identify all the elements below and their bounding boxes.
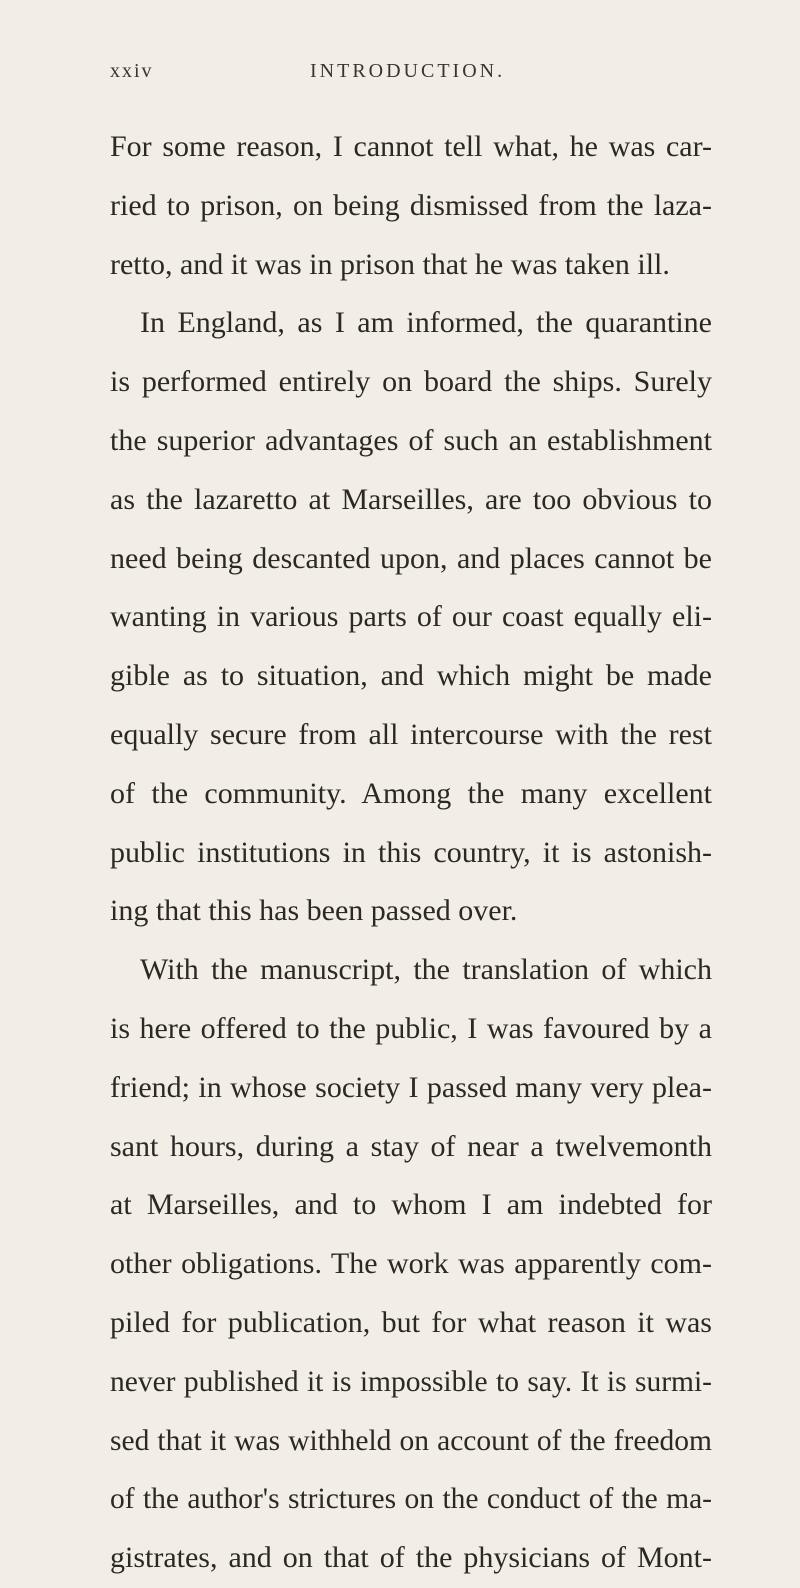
body-text	[110, 118, 712, 1588]
text-line: ried to prison, on being dismissed from the laza-	[110, 188, 712, 222]
page-number: xxiv	[110, 60, 154, 82]
text-line: gible as to situation, and which might be made	[110, 659, 712, 693]
text-line: With the manuscript, the translation of which	[140, 953, 712, 987]
text-line: ing that this has been passed over.	[110, 894, 518, 928]
text-line: sant hours, during a stay of near a twelvemonth	[110, 1129, 712, 1163]
text-line: retto, and it was in prison that he was taken ill.	[110, 247, 670, 281]
text-line: wanting in various parts of our coast equally eli-	[110, 600, 712, 634]
text-line: at Marseilles, and to whom I am indebted for	[110, 1188, 712, 1222]
running-head: INTRODUCTION.	[310, 60, 506, 82]
text-line: sed that it was withheld on account of the freedom	[110, 1424, 712, 1457]
text-line: is here offered to the public, I was favoured by a	[110, 1011, 712, 1045]
text-line: In England, as I am informed, the quarantine	[140, 306, 712, 340]
text-line: is performed entirely on board the ships. Surely	[110, 365, 712, 399]
text-line: the superior advantages of such an establishment	[110, 423, 712, 457]
text-line: public institutions in this country, it is astonish-	[110, 835, 712, 869]
page-header	[110, 60, 710, 100]
text-line: friend; in whose society I passed many very plea-	[110, 1070, 712, 1104]
text-line: of the community. Among the many excellent	[110, 776, 712, 810]
text-line: equally secure from all intercourse with the rest	[110, 717, 712, 751]
text-line: other obligations. The work was apparently com-	[110, 1247, 712, 1281]
text-line: For some reason, I cannot tell what, he was car-	[110, 130, 712, 163]
text-line: piled for publication, but for what reason it was	[110, 1305, 712, 1339]
text-line: as the lazaretto at Marseilles, are too obvious to	[110, 482, 712, 516]
text-line: need being descanted upon, and places cannot be	[110, 541, 712, 575]
text-line: gistrates, and on that of the physicians of Mont-	[110, 1541, 712, 1575]
text-line: of the author's strictures on the conduct of the ma-	[110, 1483, 712, 1516]
text-line: never published it is impossible to say. It is surmi-	[110, 1365, 712, 1398]
